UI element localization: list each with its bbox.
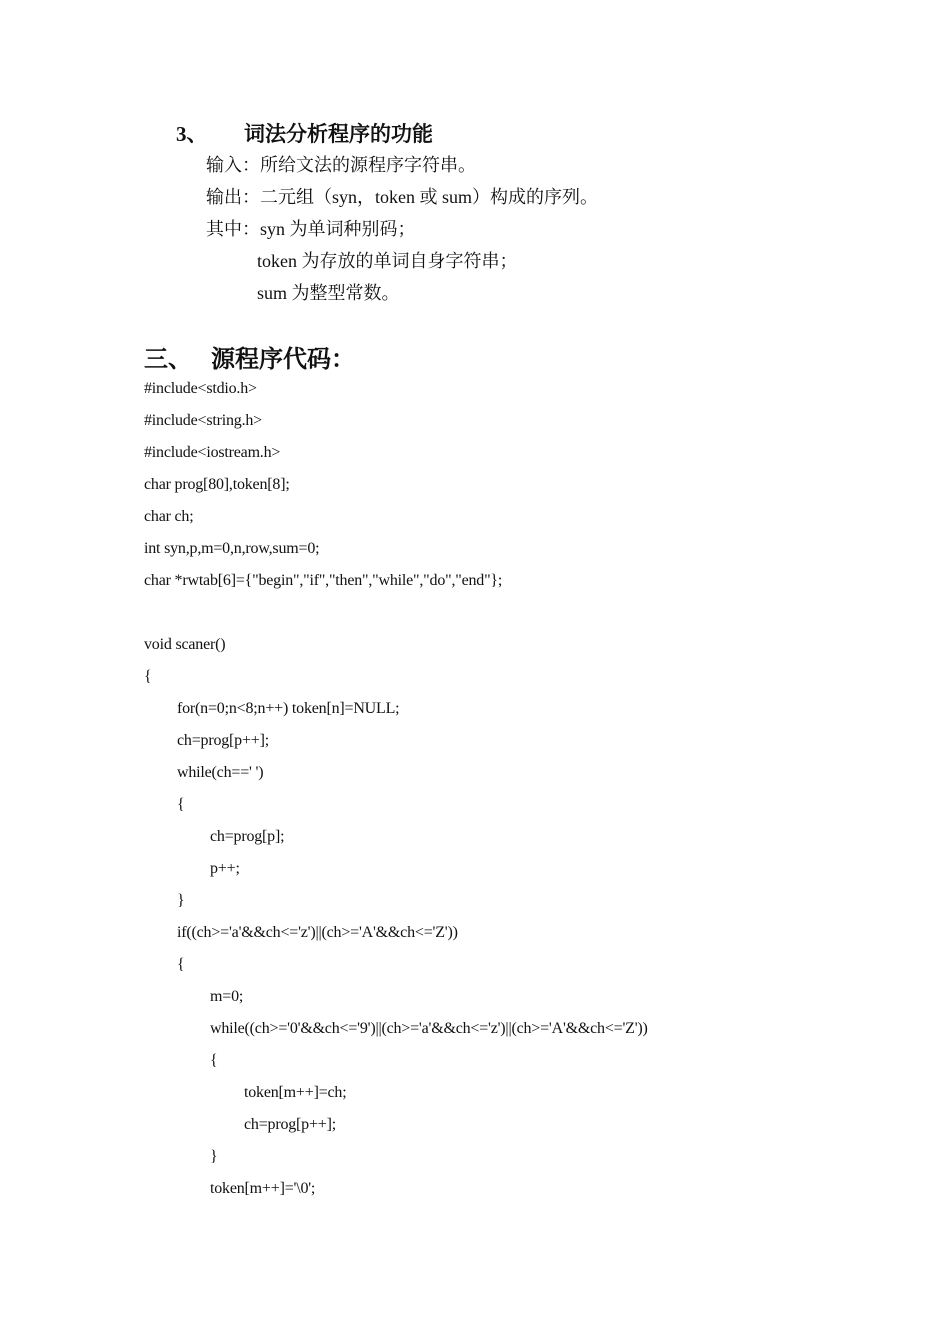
code-line: token[m++]=ch; (244, 1084, 347, 1101)
sum-description: sum 为整型常数。 (257, 283, 400, 303)
code-line: p++; (210, 860, 240, 877)
chapter-title: 源程序代码： (211, 347, 355, 373)
code-line: { (210, 1052, 218, 1069)
code-line-blank (144, 602, 648, 634)
code-line: } (210, 1148, 218, 1165)
code-line: char *rwtab[6]={"begin","if","then","while","do","end"}; (144, 572, 503, 589)
section-title: 词法分析程序的功能 (244, 122, 433, 146)
chapter-heading (144, 339, 355, 374)
syn-description: 其中：syn 为单词种别码； (206, 219, 416, 239)
code-line: char prog[80],token[8]; (144, 476, 290, 493)
section-heading (176, 118, 433, 148)
chapter-number: 三、 (144, 347, 192, 373)
source-code-listing (144, 378, 648, 1210)
code-line: ch=prog[p++]; (177, 732, 270, 749)
code-line: } (177, 892, 185, 909)
code-line: #include<string.h> (144, 412, 262, 429)
code-line: { (144, 668, 152, 685)
code-line: #include<iostream.h> (144, 444, 281, 461)
code-line: char ch; (144, 508, 194, 525)
output-description: 输出：二元组（syn，token 或 sum）构成的序列。 (206, 187, 598, 207)
code-line: for(n=0;n<8;n++) token[n]=NULL; (177, 700, 400, 717)
code-line: while((ch>='0'&&ch<='9')||(ch>='a'&&ch<='z')||(ch>='A'&&ch<='Z')) (210, 1020, 648, 1037)
code-line: while(ch==' ') (177, 764, 264, 781)
code-line: { (177, 956, 185, 973)
token-description: token 为存放的单词自身字符串； (257, 251, 518, 271)
code-line: #include<stdio.h> (144, 380, 257, 397)
code-line: { (177, 796, 185, 813)
code-line: void scaner() (144, 636, 226, 653)
code-line: token[m++]='\0'; (210, 1180, 316, 1197)
section-number: 3、 (176, 122, 208, 146)
code-line: int syn,p,m=0,n,row,sum=0; (144, 540, 320, 557)
code-line: if((ch>='a'&&ch<='z')||(ch>='A'&&ch<='Z')) (177, 924, 458, 941)
input-description: 输入：所给文法的源程序字符串。 (206, 155, 476, 175)
code-line: ch=prog[p++]; (244, 1116, 337, 1133)
code-line: m=0; (210, 988, 244, 1005)
code-line: ch=prog[p]; (210, 828, 285, 845)
